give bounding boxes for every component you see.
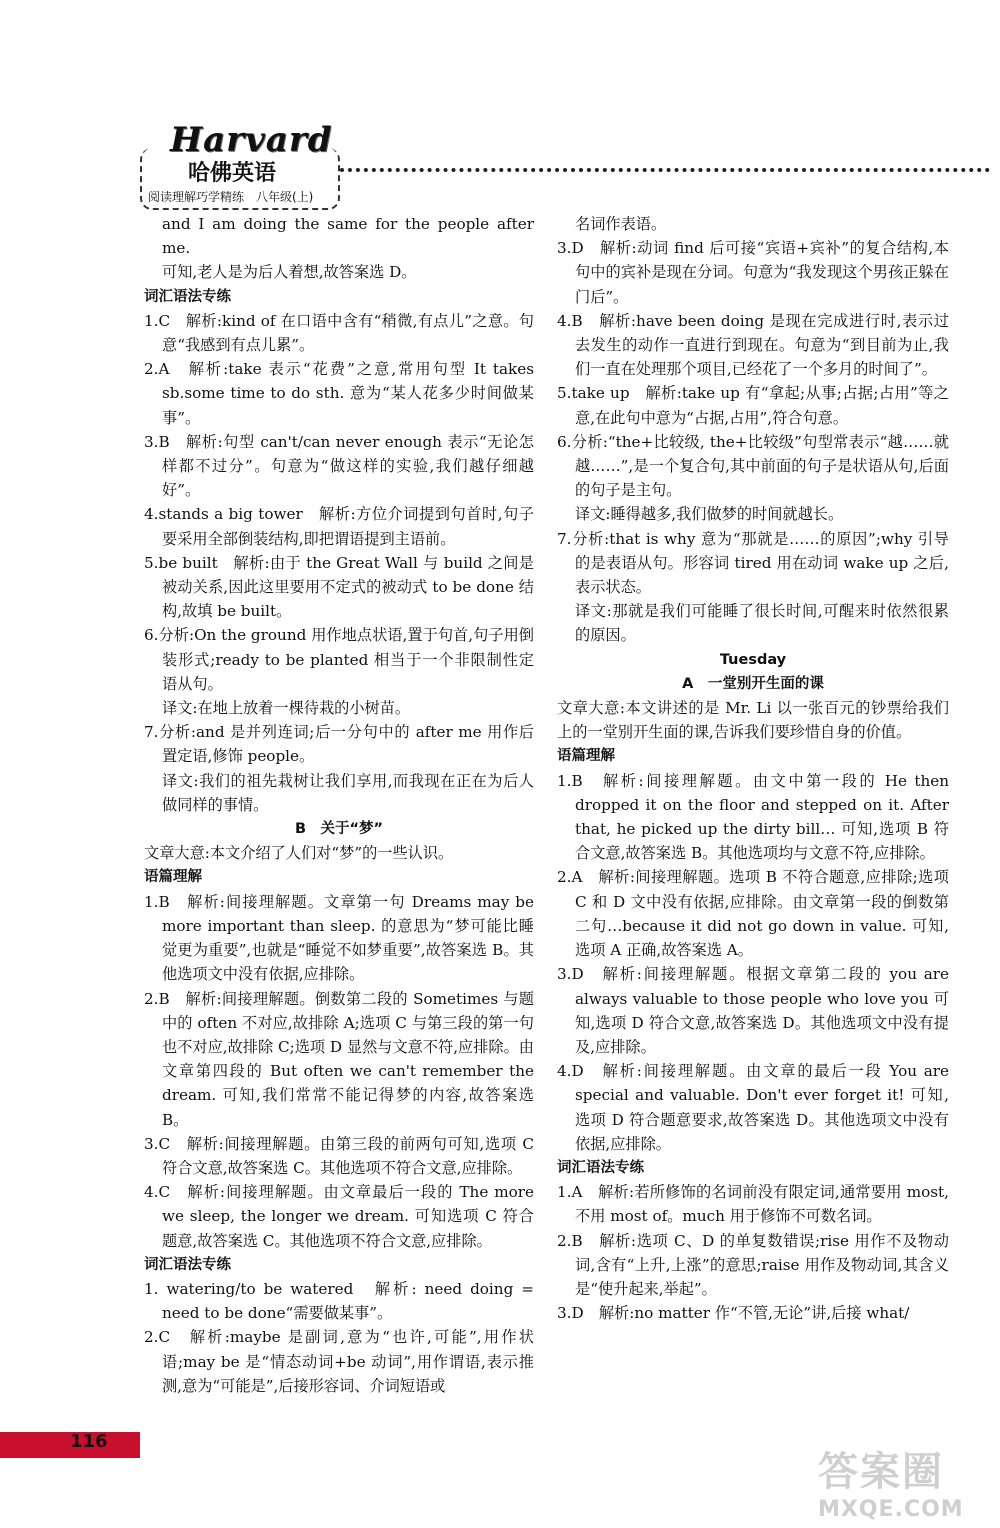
text-paragraph: 名词作表语。 <box>575 215 667 233</box>
section-title: Tuesday <box>719 651 787 668</box>
text-paragraph: 译文:在地上放着一棵待栽的小树苗。 <box>162 699 411 718</box>
text-paragraph: 1.C 解析:kind of 在口语中含有“稍微,有点儿”之意。句意“我感到有点儿累”。 <box>144 311 534 355</box>
text-paragraph: 7.分析:that is why 意为“那就是……的原因”;why 引导的是表语从句。形容词 tired 用在动词 wake up 之后,表示状态。 <box>557 529 949 597</box>
section-heading: 词汇语法专练 <box>557 1159 644 1176</box>
text-paragraph: 6.分析:On the ground 用作地点状语,置于句首,句子用倒装形式;ready to be planted 相当于一个非限制性定语从句。 <box>144 626 534 693</box>
text-paragraph: and I am doing the same for the people after me. <box>162 215 534 258</box>
text-paragraph: 2.B 解析:选项 C、D 的单复数错误;rise 用作不及物动词,含有“上升,上涨”的意思;raise 用作及物动词,其含义是“使升起来,举起”。 <box>557 1231 949 1298</box>
left-column <box>144 212 534 1398</box>
text-paragraph: 3.C 解析:间接理解题。由第三段的前两句可知,选项 C 符合文意,故答案选 C。其他选项不符合文意,应排除。 <box>144 1134 534 1177</box>
brand-logo-en: Harvard <box>170 120 333 160</box>
watermark-en: MXQE.COM <box>818 1497 964 1522</box>
text-paragraph: 译文:我们的祖先栽树让我们享用,而我现在正在为后人做同样的事情。 <box>162 771 534 814</box>
text-paragraph: 2.C 解析:maybe 是副词,意为“也许,可能”,用作状语;may be 是“情态动词+be 动词”,用作谓语,表示推测,意为“可能是”,后接形容词、介词短语或 <box>144 1328 534 1395</box>
text-paragraph: 2.A 解析:间接理解题。选项 B 不符合题意,应排除;选项 C 和 D 文中没有依据,应排除。由文章第一段的倒数第二句…because it did not go down in value. 可知,选项 A 正确,故答案选 A。 <box>557 868 949 960</box>
text-paragraph: 3.B 解析:句型 can't/can never enough 表示“无论怎样都不过分”。句意为“做这样的实验,我们越仔细越好”。 <box>144 432 534 500</box>
section-title: B 关于“梦” <box>294 821 384 838</box>
right-column <box>557 212 949 1325</box>
text-paragraph: 2.B 解析:间接理解题。倒数第二段的 Sometimes 与题中的 often 不对应,故排除 A;选项 C 与第三段的第一句也不对应,故排除 C;选项 D 显然与文意不符,应排除。由文章第四段的 But often we can't remember the dream. 可知,我们常常不能记得梦的内容,故答案选 B。 <box>144 989 534 1129</box>
text-paragraph: 7.分析:and 是并列连词;后一分句中的 after me 用作后置定语,修饰 people。 <box>144 723 534 766</box>
text-paragraph: 6.分析:“the+比较级, the+比较级”句型常表示“越……就越……”,是一个复合句,其中前面的句子是状语从句,后面的句子是主句。 <box>557 432 949 500</box>
text-paragraph: 可知,老人是为后人着想,故答案选 D。 <box>162 263 417 282</box>
book-subtitle: 阅读理解巧学精练 八年级(上) <box>148 190 314 204</box>
text-paragraph: 文章大意:本文介绍了人们对“梦”的一些认识。 <box>144 844 454 863</box>
text-paragraph: 译文:睡得越多,我们做梦的时间就越长。 <box>575 505 844 524</box>
section-title: A 一堂别开生面的课 <box>682 675 824 692</box>
text-paragraph: 4.B 解析:have been doing 是现在完成进行时,表示过去发生的动作一直进行到现在。句意为“到目前为止,我们一直在处理那个项目,已经花了一个多月的时间了”。 <box>557 311 949 379</box>
page-header <box>140 120 1000 215</box>
text-paragraph: 1. watering/to be watered 解析: need doing = need to be done“需要做某事”。 <box>144 1279 534 1323</box>
watermark-cn: 答案圈 <box>818 1449 944 1495</box>
text-paragraph: 4.C 解析:间接理解题。由文章最后一段的 The more we sleep, the longer we dream. 可知选项 C 符合题意,故答案选 C。其他选项不符合文意,应排除。 <box>144 1183 534 1250</box>
text-paragraph: 2.A 解析:take 表示“花费”之意,常用句型 It takes sb.some time to do sth. 意为“某人花多少时间做某事”。 <box>144 360 534 427</box>
text-paragraph: 3.D 解析:动词 find 后可接“宾语+宾补”的复合结构,本句中的宾补是现在分词。句意为“我发现这个男孩正躲在门后”。 <box>557 239 949 306</box>
page-number: 116 <box>70 1431 108 1452</box>
section-heading: 语篇理解 <box>557 748 615 765</box>
text-paragraph: 译文:那就是我们可能睡了很长时间,可醒来时依然很累的原因。 <box>575 602 949 645</box>
text-paragraph: 1.B 解析:间接理解题。文章第一句 Dreams may be more important than sleep. 的意思为“梦可能比睡觉更为重要”,也就是“睡觉不如梦重要”,故答案选 B。其他选项文中没有依据,应排除。 <box>144 892 534 984</box>
section-heading: 语篇理解 <box>144 869 202 886</box>
brand-logo-cn: 哈佛英语 <box>188 161 277 186</box>
text-paragraph: 4.D 解析:间接理解题。由文章的最后一段 You are special and valuable. Don't ever forget it! 可知,选项 D 符合题意要求,故答案选 D。其他选项文中没有依据,应排除。 <box>557 1062 949 1153</box>
text-paragraph: 文章大意:本文讲述的是 Mr. Li 以一张百元的钞票给我们上的一堂别开生面的课,告诉我们要珍惜自身的价值。 <box>557 699 949 742</box>
text-paragraph: 1.B 解析:间接理解题。由文中第一段的 He then dropped it on the floor and stepped on it. After that, he picked up the dirty bill… 可知,选项 B 符合文意,故答案选 B。其他选项均与文意不符,应排除。 <box>557 771 949 863</box>
header-dotted-rule <box>340 168 990 172</box>
section-heading: 词汇语法专练 <box>144 1256 231 1273</box>
text-paragraph: 5.take up 解析:take up 有“拿起;从事;占据;占用”等之意,在此句中意为“占据,占用”,符合句意。 <box>557 384 949 427</box>
text-paragraph: 5.be built 解析:由于 the Great Wall 与 build 之间是被动关系,因此这里要用不定式的被动式 to be done 结构,故填 be built。 <box>144 553 534 621</box>
watermark <box>818 1440 988 1520</box>
section-heading: 词汇语法专练 <box>144 288 231 305</box>
text-paragraph: 3.D 解析:no matter 作“不管,无论”讲,后接 what/ <box>557 1304 910 1323</box>
text-paragraph: 3.D 解析:间接理解题。根据文章第二段的 you are always valuable to those people who love you 可知,选项 D 符合文意,故答案选 D。其他选项文中没有提及,应排除。 <box>557 965 949 1056</box>
text-paragraph: 4.stands a big tower 解析:方位介词提到句首时,句子要采用全部倒装结构,即把谓语提到主语前。 <box>144 505 534 548</box>
text-paragraph: 1.A 解析:若所修饰的名词前没有限定词,通常要用 most,不用 most of。much 用于修饰不可数名词。 <box>557 1183 949 1226</box>
